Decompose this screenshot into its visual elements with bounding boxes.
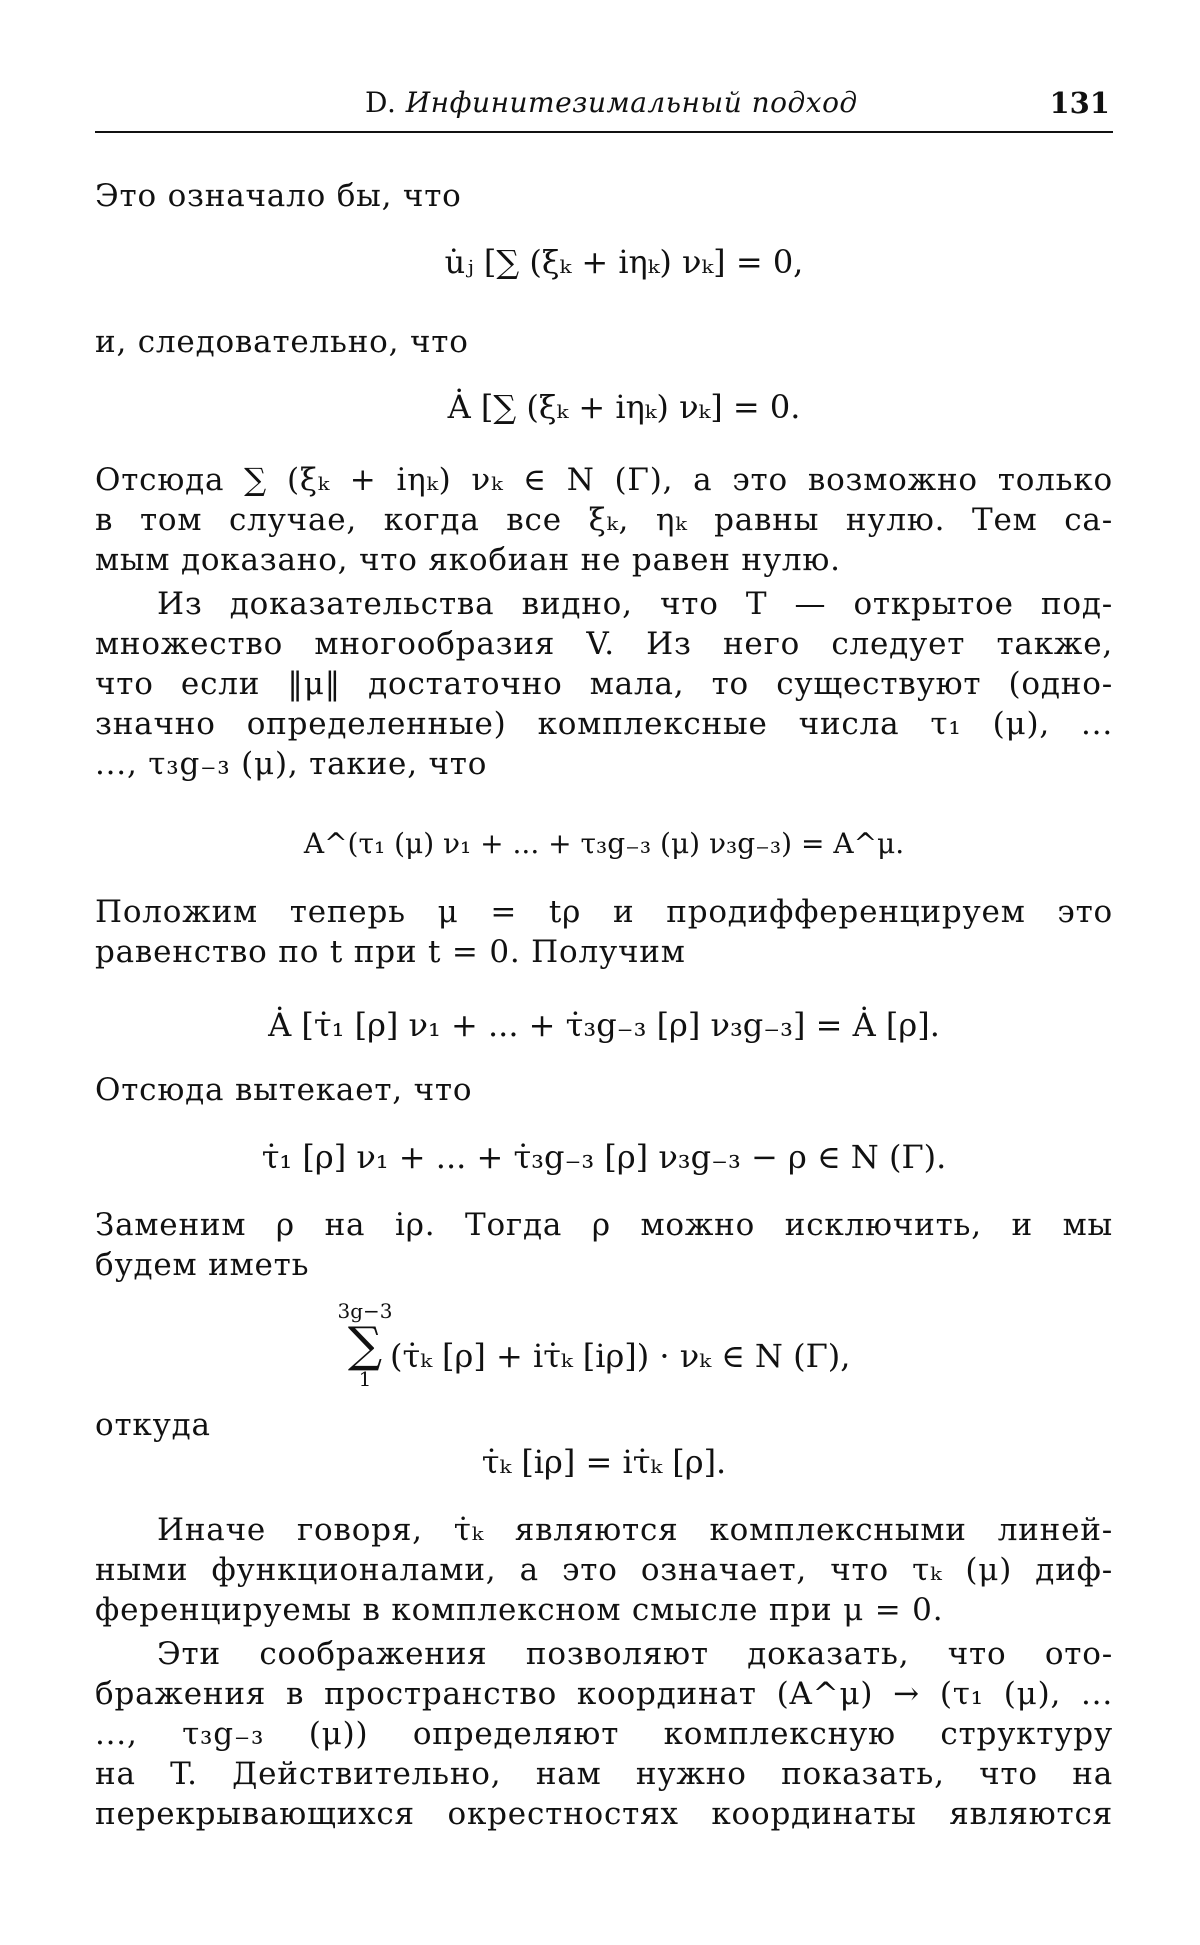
text-line: значно определенные) комплексные числа τ₁ (μ), ... <box>95 706 1113 742</box>
text-line: бражения в пространство координат (A^μ) → (τ₁ (μ), ... <box>95 1676 1113 1712</box>
section-title: Инфинитезимальный подход <box>405 86 858 119</box>
text-line: ..., τ₃g₋₃ (μ)) определяют комплексную структуру <box>95 1716 1113 1752</box>
page-number: 131 <box>1049 86 1110 120</box>
text-line: равенство по t при t = 0. Получим <box>95 934 686 970</box>
text-line: Отсюда ∑ (ξₖ + iηₖ) νₖ ∈ N (Γ), а это возможно только <box>95 462 1113 498</box>
paragraph <box>95 584 1113 784</box>
text-line: Это означало бы, что <box>95 178 462 214</box>
paragraph <box>95 1510 1113 1630</box>
equation: A^(τ₁ (μ) ν₁ + ... + τ₃g₋₃ (μ) ν₃g₋₃) = A^μ. <box>303 827 905 860</box>
sum-lower-limit: 1 <box>358 1367 372 1391</box>
sigma-symbol: ∑ <box>347 1317 383 1373</box>
text-line: Отсюда вытекает, что <box>95 1072 473 1108</box>
text-line: мым доказано, что якобиан не равен нулю. <box>95 542 841 578</box>
paragraph <box>95 1205 1113 1285</box>
text-line: на T. Действительно, нам нужно показать, что на <box>95 1756 1113 1792</box>
text-line: что если ‖μ‖ достаточно мала, то существуют (одно- <box>95 666 1113 702</box>
running-title <box>365 86 858 119</box>
text-line: ными функционалами, а это означает, что τₖ (μ) диф- <box>95 1552 1113 1588</box>
equation: τ̇ₖ [iρ] = iτ̇ₖ [ρ]. <box>481 1443 727 1481</box>
paragraph <box>95 1634 1113 1834</box>
text-line: Эти соображения позволяют доказать, что ото- <box>157 1636 1113 1672</box>
text-line: и, следовательно, что <box>95 324 469 360</box>
text-line: Иначе говоря, τ̇ₖ являются комплексными линей- <box>157 1512 1113 1548</box>
equation: Ȧ [∑ (ξₖ + iηₖ) νₖ] = 0. <box>447 388 801 426</box>
text-line: перекрывающихся окрестностях координаты являются <box>95 1796 1113 1832</box>
equation: τ̇₁ [ρ] ν₁ + ... + τ̇₃g₋₃ [ρ] ν₃g₋₃ − ρ ∈ N (Γ). <box>261 1138 947 1176</box>
text-line: будем иметь <box>95 1247 310 1283</box>
text-line: Заменим ρ на iρ. Тогда ρ можно исключить, и мы <box>95 1207 1113 1243</box>
text-line: откуда <box>95 1407 211 1443</box>
text-line: Из доказательства видно, что T — открытое под- <box>157 586 1113 622</box>
running-head <box>95 86 1110 130</box>
header-rule <box>95 131 1113 133</box>
equation: Ȧ [τ̇₁ [ρ] ν₁ + ... + τ̇₃g₋₃ [ρ] ν₃g₋₃] = Ȧ [ρ]. <box>268 1006 940 1044</box>
text-line: множество многообразия V. Из него следует также, <box>95 626 1113 662</box>
equation: u̇ⱼ [∑ (ξₖ + iηₖ) νₖ] = 0, <box>444 243 804 281</box>
paragraph <box>95 892 1113 972</box>
text-line: ..., τ₃g₋₃ (μ), такие, что <box>95 746 488 782</box>
sum-upper-limit: 3g−3 <box>337 1299 393 1323</box>
text-line: в том случае, когда все ξₖ, ηₖ равны нулю. Тем са- <box>95 502 1113 538</box>
text-line: ференцируемы в комплексном смысле при μ = 0. <box>95 1592 944 1628</box>
section-label: D. <box>365 86 397 119</box>
text-line: Положим теперь μ = tρ и продифференцируем это <box>95 894 1113 930</box>
equation: (τ̇ₖ [ρ] + iτ̇ₖ [iρ]) · νₖ ∈ N (Γ), <box>390 1337 851 1375</box>
paragraph <box>95 460 1113 580</box>
